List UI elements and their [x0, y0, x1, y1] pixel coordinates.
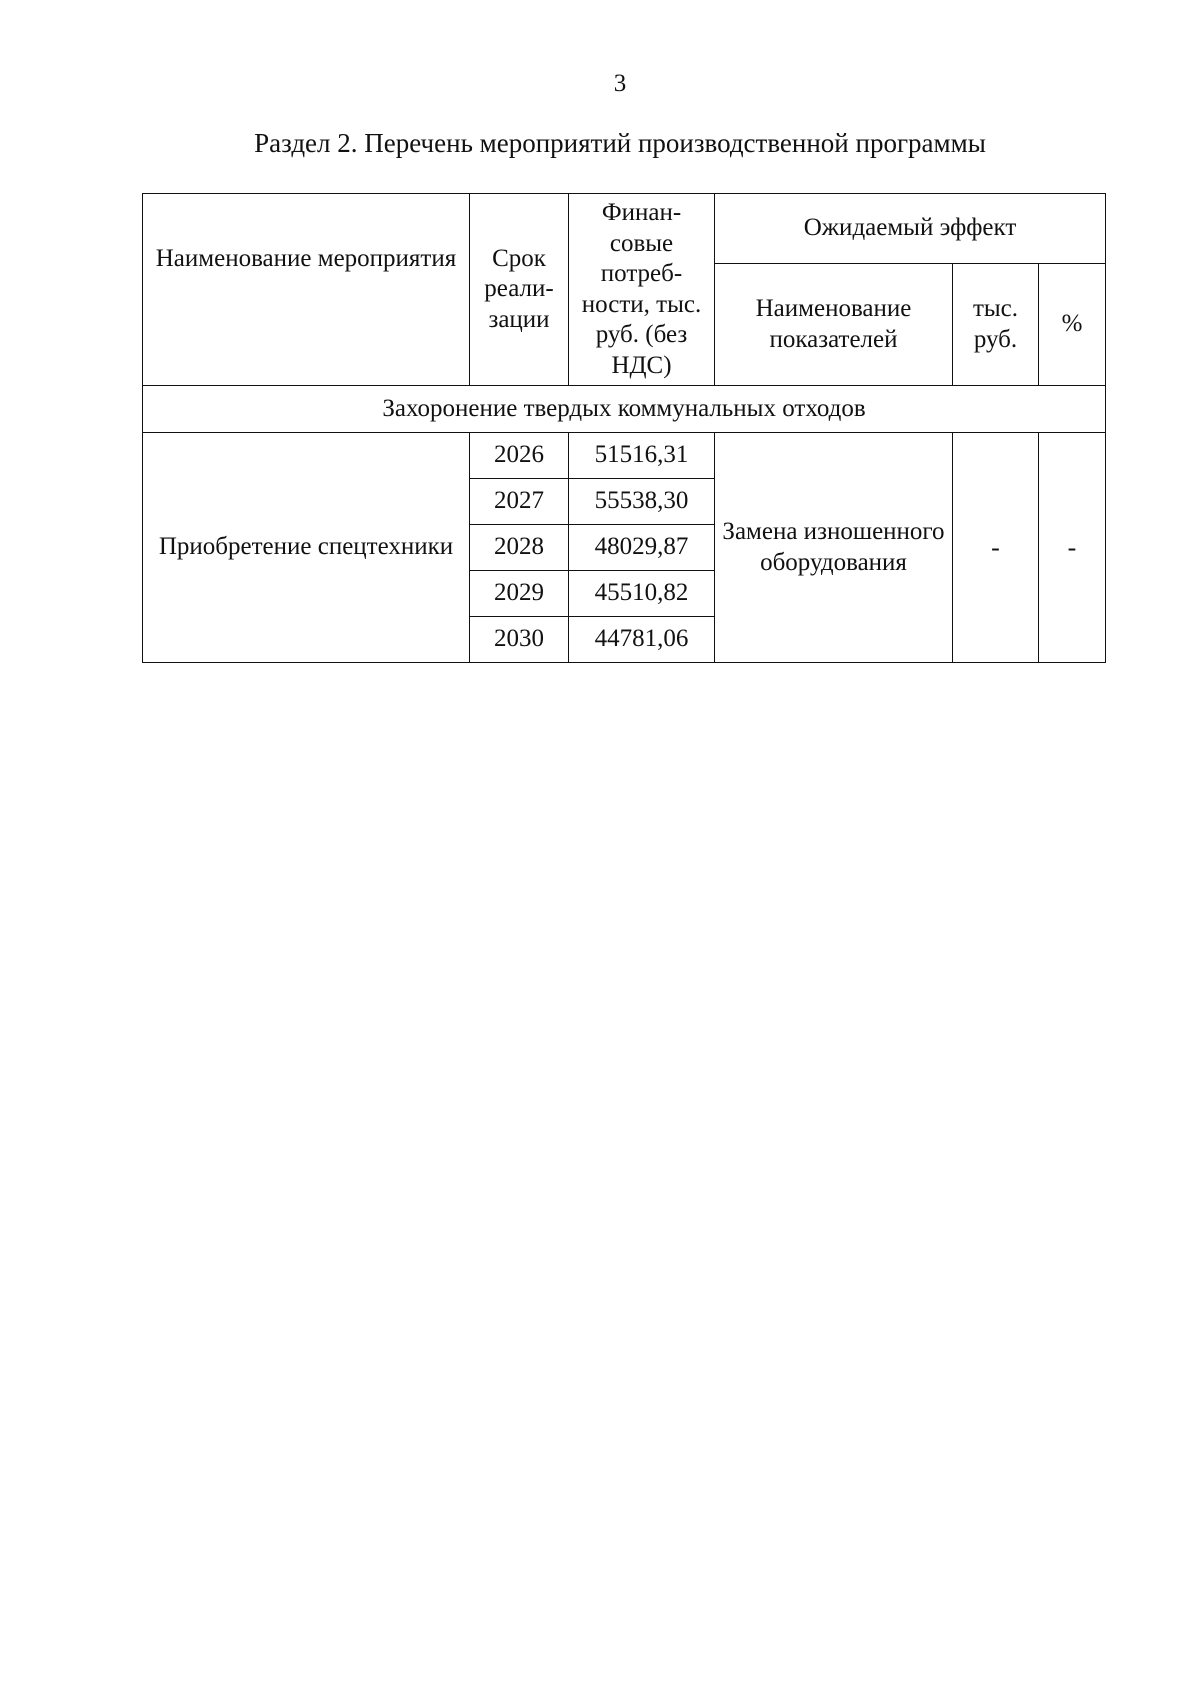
effect-thousand-rub: -	[953, 433, 1039, 663]
effect-percent: -	[1039, 433, 1106, 663]
header-expected-effect: Ожидаемый эффект	[715, 194, 1106, 264]
header-period: Срок реали-зации	[470, 194, 569, 386]
page-number: 3	[613, 70, 627, 97]
programme-activities-table	[142, 193, 1106, 663]
year-cell: 2030	[470, 617, 569, 663]
header-indicator-name: Наименование показателей	[715, 264, 953, 386]
amount-cell: 51516,31	[569, 433, 715, 479]
year-cell: 2028	[470, 525, 569, 571]
year-cell: 2027	[470, 479, 569, 525]
amount-cell: 44781,06	[569, 617, 715, 663]
amount-cell: 48029,87	[569, 525, 715, 571]
table-row	[143, 433, 1106, 479]
header-activity-name: Наименование мероприятия	[143, 194, 470, 386]
amount-cell: 55538,30	[569, 479, 715, 525]
indicator-name: Замена изношенного оборудования	[715, 433, 953, 663]
activity-name: Приобретение спецтехники	[143, 433, 470, 663]
year-cell: 2026	[470, 433, 569, 479]
header-percent: %	[1039, 264, 1106, 386]
header-finance: Финан-совые потреб-ности, тыс. руб. (без НДС)	[569, 194, 715, 386]
section-title: Раздел 2. Перечень мероприятий производственной программы	[254, 128, 986, 158]
amount-cell: 45510,82	[569, 571, 715, 617]
header-thousand-rub: тыс. руб.	[953, 264, 1039, 386]
section-row	[143, 386, 1106, 433]
year-cell: 2029	[470, 571, 569, 617]
table-header-row	[143, 194, 1106, 264]
section-row-label: Захоронение твердых коммунальных отходов	[143, 386, 1106, 433]
